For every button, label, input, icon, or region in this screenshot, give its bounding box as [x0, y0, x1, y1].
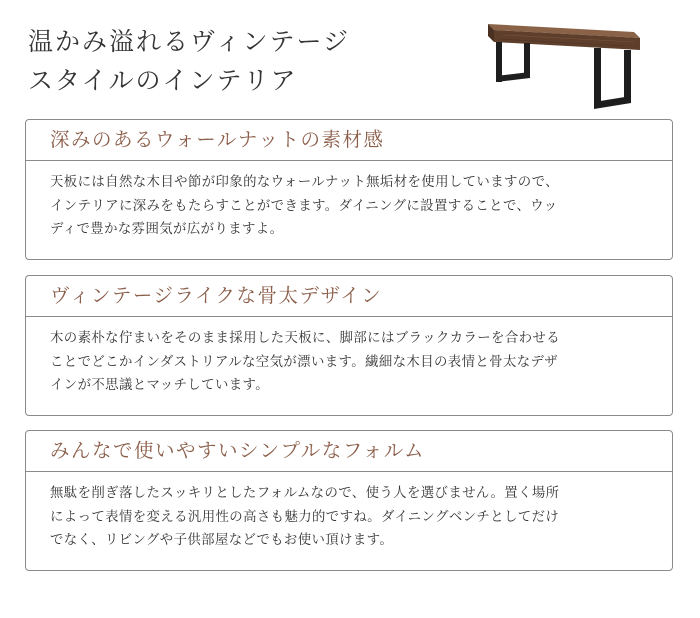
walnut-bench-image	[484, 16, 644, 112]
headline-line-2: スタイルのインテリア	[28, 66, 298, 95]
feature-line: インテリアに深みをもたらすことができます。ダイニングに設置することで、ウッ	[50, 198, 558, 214]
feature-line: 天板には自然な木目や節が印象的なウォールナット無垢材を使用していますので、	[50, 175, 559, 190]
feature-description	[26, 317, 672, 398]
feature-line: インが不思議とマッチしています。	[50, 378, 270, 393]
feature-line: でなく、リビングや子供部屋などでもお使い頂けます。	[50, 533, 394, 548]
feature-title: ヴィンテージライクな骨太デザイン	[26, 276, 672, 317]
feature-card-walnut	[25, 119, 673, 260]
feature-line: 無駄を削ぎ落したスッキリとしたフォルムなので、使う人を選びません。置く場所	[50, 486, 560, 501]
page-headline	[28, 22, 350, 100]
feature-title: みんなで使いやすいシンプルなフォルム	[26, 431, 672, 472]
feature-line: ディで豊かな雰囲気が広がりますよ。	[50, 222, 284, 237]
feature-line: によって表情を変える汎用性の高さも魅力的ですね。ダイニングベンチとしてだけ	[50, 509, 560, 525]
feature-description	[26, 472, 672, 553]
feature-card-simple-form	[25, 430, 673, 571]
headline-line-1: 温かみ溢れるヴィンテージ	[28, 27, 351, 56]
feature-card-vintage-design	[25, 275, 673, 416]
feature-description	[26, 161, 672, 242]
feature-title: 深みのあるウォールナットの素材感	[26, 120, 672, 161]
feature-line: ことでどこかインダストリアルな空気が漂います。繊細な木目の表情と骨太なデザ	[50, 354, 559, 370]
feature-line: 木の素朴な佇まいをそのまま採用した天板に、脚部にはブラックカラーを合わせる	[50, 331, 560, 346]
